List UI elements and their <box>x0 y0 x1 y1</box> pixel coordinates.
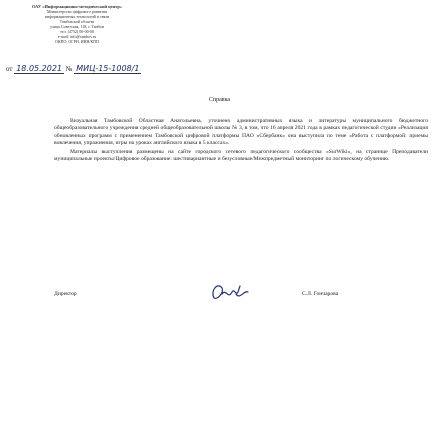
registration-number-prefix: № <box>65 65 73 73</box>
registration-date: 18.05.2021 <box>16 64 63 73</box>
letterhead-line: e-mail: info@tambov.ru <box>57 34 97 39</box>
document-body <box>54 118 428 164</box>
letterhead-line: улица Советская, 118, г. Тамбов <box>50 24 104 29</box>
registration-line <box>6 64 206 73</box>
document-title: Справка <box>208 97 231 103</box>
signatory-name: С.Л. Гончарова <box>302 291 339 297</box>
letterhead-organization: ОАУ «Информационно-методический центр» <box>31 4 122 9</box>
letterhead-line: информационных технологий и связи <box>44 14 110 19</box>
registration-from-prefix: от <box>6 65 13 73</box>
handwritten-signature <box>208 278 254 308</box>
letterhead <box>6 4 148 44</box>
letterhead-line: Министерство цифрового развития <box>46 9 108 14</box>
signatory-position: Директор <box>54 291 77 297</box>
letterhead-line: Тамбовской области <box>59 19 95 24</box>
registration-number: МИЦ-15-1008/1 <box>76 64 140 73</box>
body-paragraph: Материалы выступления размещены на сайте городского сетевого педагогического сообщества «SurWiki», на странице Преподаватели муниципальные проекты/Цифровое образование: шестивариантные и безусловные/Межпредметный мониторинг по логическому обучению. <box>54 148 428 163</box>
letterhead-line: ОКПО, ОГРН, ИНН/КПП <box>55 39 99 44</box>
body-paragraph: Визуальная Тамбовской Областная Анатольевна, уточнено административных языка и литературы муниципального бюджетного общеобразовательного учреждения средней общеобразовательной школы № 3, в том, что 16 апреля 2021 года в рамках педагогической студии «Реализация обновленных программ с применением Тамбовской цифровой платформы ПАО «Сбербанк» она выступила по теме «Работа с платформой: приемы вовлечения, упражнения, игры на уроках английского языка в 5 классах». <box>54 118 428 147</box>
letterhead-line: тел. (4752) 00-00-00 <box>60 29 94 34</box>
